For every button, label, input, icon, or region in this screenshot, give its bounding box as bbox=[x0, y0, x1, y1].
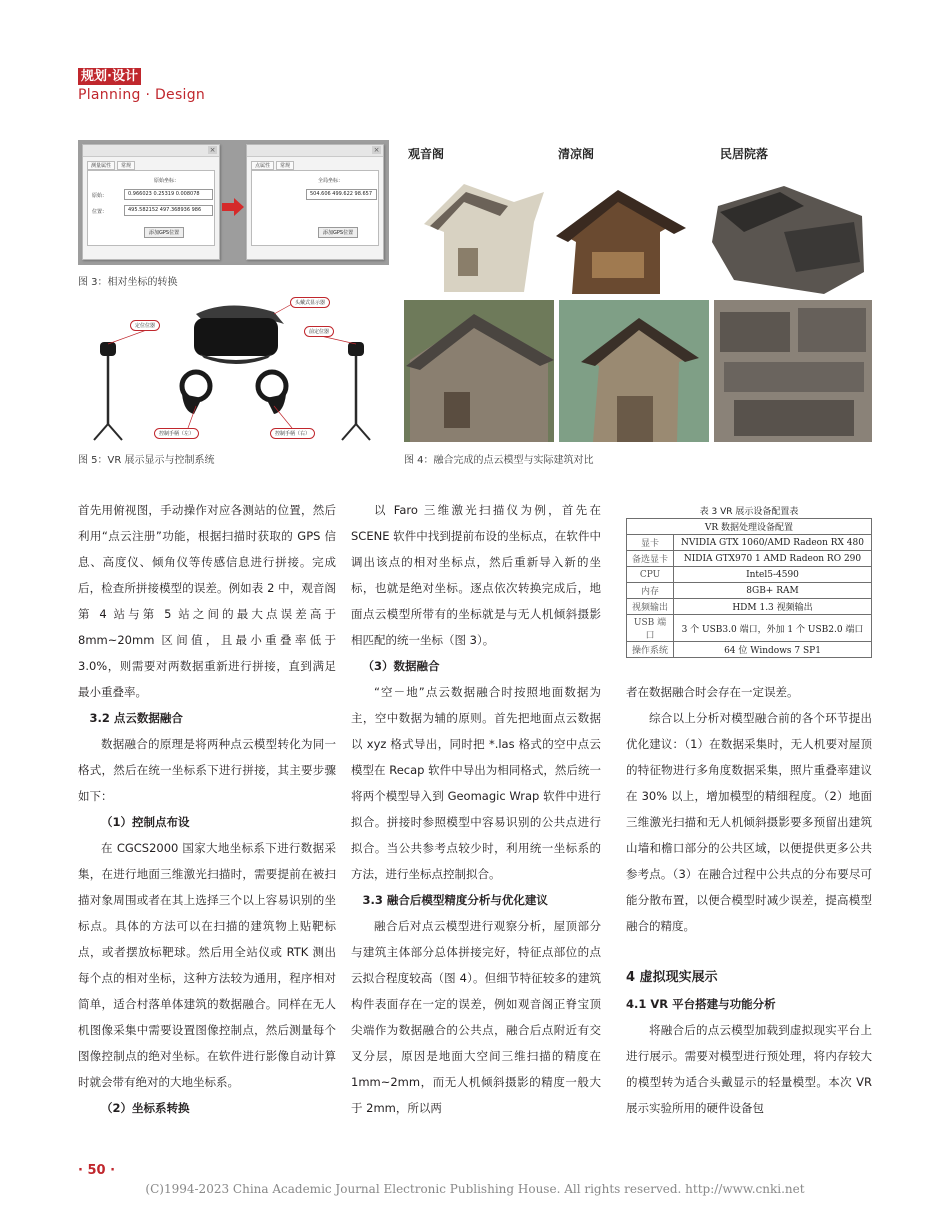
paragraph: 在 CGCS2000 国家大地坐标系下进行数据采集，在进行地面三维激光扫描时，需要提前在被扫描对象周围或者在其上选择三个以上容易识别的坐标点。具体的方法可以在扫描的建筑物上贴靶标点，或者摆放标靶球。然后用全站仪或 RTK 测出每个点的相对坐标，这种方法较为通用，程序相对简单，适合村落单体建筑的数据融合。同样在无人机图像采集中需要设置图像控制点，然后测量每个图像控制点的绝对坐标。在软件进行影像自动计算时就会带有绝对的大地坐标系。 bbox=[78, 841, 336, 1089]
paragraph: 融合后对点云模型进行观察分析，屋顶部分与建筑主体部分总体拼接完好，特征点部位的点云拟合程度较高（图 4）。但细节特征较多的建筑构件表面存在一定的误差，例如观音阁正脊宝顶尖端作为数据融合的公共点，融合后点附近有交叉分层，原因是地面大空间三维扫描的精度在 1mm~2mm，而无人机倾斜摄影的精度一般大于 2mm，所以两 bbox=[351, 919, 601, 1115]
table-row bbox=[627, 615, 872, 642]
table-cell-key: 备选显卡 bbox=[627, 551, 674, 567]
heading-coordinate-conversion: （2）坐标系转换 bbox=[101, 1101, 190, 1115]
heading-3-3: 3.3 融合后模型精度分析与优化建议 bbox=[362, 893, 548, 907]
table-3-caption: 表 3 VR 展示设备配置表 bbox=[699, 507, 799, 517]
table-cell-key: CPU bbox=[627, 567, 674, 583]
vr-system-illustration bbox=[78, 294, 389, 442]
dialog-left-row1-label: 原始： bbox=[92, 193, 108, 199]
table-row bbox=[627, 551, 872, 567]
label-qingliang: 清凉阁 bbox=[558, 147, 595, 161]
heading-data-fusion: （3）数据融合 bbox=[362, 659, 440, 673]
table-cell-key: 操作系统 bbox=[627, 642, 674, 658]
dialog-left-heading: 原始坐标： bbox=[154, 178, 180, 184]
tab-point: 点属性 bbox=[251, 161, 274, 170]
dialog-right-body bbox=[251, 170, 379, 246]
table-row bbox=[627, 642, 872, 658]
section-tag: 规划·设计 bbox=[78, 68, 141, 85]
spec-table bbox=[626, 518, 872, 658]
figure-4-caption: 图 4：融合完成的点云模型与实际建筑对比 bbox=[404, 455, 594, 466]
label-controller-right: 控制手柄（右） bbox=[270, 428, 315, 439]
table-row bbox=[627, 535, 872, 551]
arrow-right-icon bbox=[222, 198, 244, 216]
table-cell-value: NIDIA GTX970 1 AMD Radeon RO 290 bbox=[674, 551, 872, 567]
table-cell-value: NVIDIA GTX 1060/AMD Radeon RX 480 bbox=[674, 535, 872, 551]
close-icon: × bbox=[209, 146, 216, 154]
heading-3-2: 3.2 点云数据融合 bbox=[89, 711, 183, 725]
table-cell-value: 64 位 Windows 7 SP1 bbox=[674, 642, 872, 658]
table-cell-value: HDM 1.3 视频输出 bbox=[674, 599, 872, 615]
table-row bbox=[627, 599, 872, 615]
table-cell-value: Intel5-4590 bbox=[674, 567, 872, 583]
dialog-left-tabs bbox=[83, 157, 219, 170]
dialog-right-row1-field: 504.606 499.622 98.657 bbox=[306, 189, 377, 200]
tab-general: 常规 bbox=[276, 161, 294, 170]
dialog-left-row2-label: 位置： bbox=[92, 209, 108, 215]
heading-4: 4 虚拟现实展示 bbox=[626, 970, 718, 985]
dialog-left-titlebar bbox=[83, 145, 219, 157]
building-photo bbox=[714, 300, 872, 442]
table-cell-value: 3 个 USB3.0 端口，外加 1 个 USB2.0 端口 bbox=[674, 615, 872, 642]
table-cell-key: 内存 bbox=[627, 583, 674, 599]
table-3 bbox=[626, 518, 872, 658]
column-2 bbox=[351, 497, 601, 1121]
table-cell-key: USB 端口 bbox=[627, 615, 674, 642]
column-3 bbox=[626, 679, 872, 1121]
dialog-left bbox=[82, 144, 220, 260]
table-cell-value: 8GB+ RAM bbox=[674, 583, 872, 599]
section-english: Planning · Design bbox=[78, 87, 206, 103]
spacer bbox=[626, 939, 872, 965]
figure-4-pointcloud-row bbox=[404, 140, 872, 298]
building-photo bbox=[559, 300, 709, 442]
table-row bbox=[627, 583, 872, 599]
paragraph: “空－地”点云数据融合时按照地面数据为主，空中数据为辅的原则。首先把地面点云数据以 xyz 格式导出，同时把 *.las 格式的空中点云模型在 Recap 软件中导出为相同格式，然后统一将两个模型导入到 Geomagic Wrap 软件中进行拟合。拼接时参照模型中容易识别的公共点进行拟合。当公共参考点较少时，利用统一坐标系的方法，进行坐标点控制拟合。 bbox=[351, 685, 601, 881]
column-1 bbox=[78, 497, 336, 1121]
label-headset: 头戴式显示器 bbox=[290, 297, 330, 308]
pointcloud-models bbox=[404, 162, 872, 298]
dialog-right-gps-button: 添加GPS位置 bbox=[318, 227, 358, 238]
paragraph: 综合以上分析对模型融合前的各个环节提出优化建议：（1）在数据采集时，无人机要对屋顶的特征物进行多角度数据采集，照片重叠率建议在 30% 以上，增加模型的精细程度。（2）地面三维激光扫描和无人机倾斜摄影要多预留出建筑山墙和檐口部分的公共区域，以便提供更多公共参考点。（3）在融合过程中公共点的分布要尽可能分散布置，以便合模型时减少误差，提高模型融合的精度。 bbox=[626, 711, 872, 933]
dialog-right bbox=[246, 144, 384, 260]
photo-qingliang bbox=[559, 300, 709, 442]
table-cell-key: 视频输出 bbox=[627, 599, 674, 615]
tab-general: 常规 bbox=[117, 161, 135, 170]
label-controller-left: 控制手柄（左） bbox=[154, 428, 199, 439]
dialog-right-titlebar bbox=[247, 145, 383, 157]
label-guanyin: 观音阁 bbox=[408, 147, 445, 161]
tab-measure: 测量属性 bbox=[87, 161, 115, 170]
paragraph: 数据融合的原理是将两种点云模型转化为同一格式，然后在统一坐标系下进行拼接，其主要步骤如下： bbox=[78, 737, 336, 803]
photo-minju bbox=[714, 300, 872, 442]
building-photo bbox=[404, 300, 554, 442]
paragraph: 以 Faro 三维激光扫描仪为例，首先在 SCENE 软件中找到提前布设的坐标点，在软件中调出该点的相对坐标点，然后重新导入新的坐标，也就是绝对坐标。逐点依次转换完成后，地面点云模型所带有的坐标就是与无人机倾斜摄影相匹配的统一坐标（图 3）。 bbox=[351, 503, 601, 647]
copyright-line: (C)1994-2023 China Academic Journal Electronic Publishing House. All rights reserved. http://www.cnki.net bbox=[145, 1182, 805, 1196]
label-locator-left: 定位位器 bbox=[130, 320, 160, 331]
close-icon: × bbox=[373, 146, 380, 154]
figure-5-caption: 图 5：VR 展示显示与控制系统 bbox=[78, 455, 215, 466]
table-cell-key: 显卡 bbox=[627, 535, 674, 551]
figure-3-image bbox=[78, 140, 389, 265]
figure-3-caption: 图 3：相对坐标的转换 bbox=[78, 277, 178, 288]
figure-5-image bbox=[78, 294, 389, 442]
photo-guanyin bbox=[404, 300, 554, 442]
label-minju: 民居院落 bbox=[720, 147, 769, 161]
dialog-left-body bbox=[87, 170, 215, 246]
heading-control-points: （1）控制点布设 bbox=[101, 815, 190, 829]
dialog-left-row1-field: 0.966023 0.25319 0.008078 bbox=[124, 189, 213, 200]
heading-4-1: 4.1 VR 平台搭建与功能分析 bbox=[626, 997, 776, 1011]
label-locator-right: 前定位器 bbox=[304, 326, 334, 337]
dialog-right-tabs bbox=[247, 157, 383, 170]
paragraph: 者在数据融合时会存在一定误差。 bbox=[626, 685, 799, 699]
paragraph: 首先用俯视图，手动操作对应各测站的位置，然后利用“点云注册”功能，根据扫描时获取的 GPS 信息、高度仪、倾角仪等传感信息进行拼接。完成后，检查所拼接模型的误差。例如表 2 中，观音阁第 4 站与第 5 站之间的最大点误差高于 8mm~20mm 区间值，且最小重叠率低于 3.0%，则需要对两数据重新进行拼接，直到满足最小重叠率。 bbox=[78, 503, 336, 699]
table-header: VR 数据处理设备配置 bbox=[627, 519, 872, 535]
paragraph: 将融合后的点云模型加载到虚拟现实平台上进行展示。需要对模型进行预处理，将内存较大的模型转为适合头戴显示的轻量模型。本次 VR 展示实验所用的硬件设备包 bbox=[626, 1023, 872, 1115]
page-number: · 50 · bbox=[78, 1163, 116, 1178]
dialog-left-gps-button: 添加GPS位置 bbox=[144, 227, 184, 238]
dialog-left-row2-field: 495.582152 497.368936 986 bbox=[124, 205, 213, 216]
dialog-right-heading: 全局坐标： bbox=[318, 178, 344, 184]
table-row bbox=[627, 567, 872, 583]
